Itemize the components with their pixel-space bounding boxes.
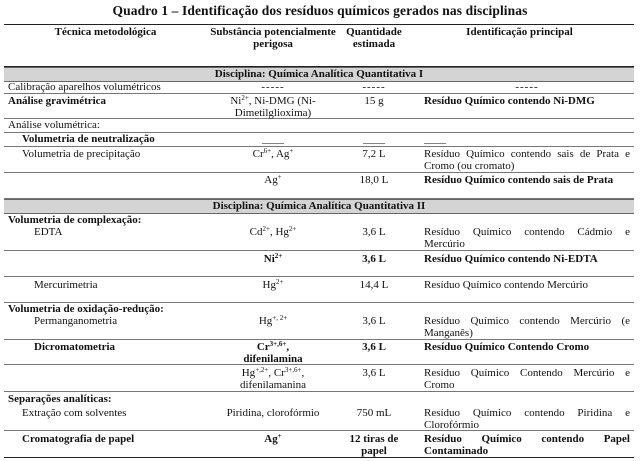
table-row: [4, 133, 634, 147]
quantity-cell: 3,6 L: [362, 341, 386, 353]
table-row: [4, 340, 634, 365]
substance-cell: $Hg^{+,2+}$, $Cr^{3+,6+}$, difenilamanina: [240, 366, 306, 391]
technique-cell: Extração com solventes: [22, 407, 127, 419]
substance-cell: -----: [261, 81, 285, 93]
table-row: [4, 303, 634, 315]
table-row: [4, 392, 634, 405]
quantity-cell: 15 g: [364, 95, 384, 107]
substance-cell: $Ni^{2+}$: [263, 252, 283, 265]
identification-cell: Resíduo Químico contendo sais de Prata e Cromo (ou cromato): [424, 148, 630, 172]
identification-cell: Resíduo Químico contendo Piridina e Clorofórmio: [424, 407, 630, 431]
table-row: [4, 94, 634, 119]
table-row: [4, 147, 634, 173]
quantity-cell: 3,6 L: [362, 367, 386, 379]
quantity-cell: ____: [363, 133, 385, 145]
technique-cell: Dicromatometria: [34, 341, 116, 353]
identification-cell: Resíduo Químico contendo Papel Contaminado: [424, 433, 630, 457]
table-header-row: [4, 25, 634, 67]
header-identification: Identificação principal: [466, 26, 573, 38]
quantity-cell: 3,6 L: [362, 315, 386, 327]
quantity-cell: 14,4 L: [359, 279, 389, 291]
section-title: Disciplina: Química Analítica Quantitativa I: [214, 68, 424, 80]
header-substance: Substância potencialmente perigosa: [210, 26, 336, 50]
substance-cell: Piridina, clorofórmio: [226, 407, 320, 419]
substance-cell: $Cr^{3+,6+}$, difenilamina: [243, 340, 303, 365]
identification-cell: Resíduo Químico Contendo Mercúrio e Cromo: [424, 367, 630, 391]
quantity-cell: 18,0 L: [359, 174, 389, 186]
identification-cell: Resíduo Químico contendo Cádmio e Mercúrio: [424, 226, 630, 250]
technique-cell: Volumetria de precipitação: [22, 148, 141, 160]
identification-cell: Resíduo Químico contendo Ni-EDTA: [424, 253, 598, 265]
header-technique: Técnica metodológica: [54, 26, 157, 38]
header-quantity: Quantidade estimada: [346, 26, 402, 50]
substance-cell: $Hg^{+, 2+}$: [258, 314, 288, 327]
section-header: [4, 67, 634, 82]
technique-cell: Cromatografia de papel: [22, 433, 135, 445]
residues-table: [4, 24, 634, 458]
technique-cell: Volumetria de neutralização: [22, 133, 155, 145]
technique-cell: Calibração aparelhos volumétricos: [8, 81, 161, 93]
technique-cell: EDTA: [34, 226, 63, 238]
table-row: [4, 405, 634, 431]
technique-cell: Mercurimetria: [34, 279, 98, 291]
table-row: [4, 119, 634, 133]
technique-group-label: Análise volumétrica:: [8, 119, 100, 131]
technique-group-label: Separações analíticas:: [8, 393, 112, 405]
identification-cell: Resíduo Químico contendo Mercúrio (e Manganês): [424, 315, 630, 339]
substance-cell: $Cd^{2+}$, $Hg^{2+}$: [249, 225, 297, 238]
identification-cell: Resíduo Químico contendo Mercúrio: [424, 279, 589, 291]
table-row: [4, 226, 634, 251]
technique-cell: Análise gravimétrica: [8, 95, 107, 107]
technique-group-label: Volumetria de complexação:: [8, 214, 142, 226]
table-row: [4, 365, 634, 392]
table-row: [4, 431, 634, 458]
substance-cell: Ag+: [264, 173, 282, 186]
technique-group-label: Volumetria de oxidação-redução:: [8, 303, 164, 315]
quantity-cell: 12 tiras de papel: [349, 433, 399, 457]
quantity-cell: 3,6 L: [362, 226, 386, 238]
substance-cell: $Ni^{2+}$, Ni-DMG (Ni-Dimetilglioxima): [230, 94, 316, 119]
identification-cell: Resíduo Químico Contendo Cromo: [424, 341, 590, 353]
substance-cell: $Hg^{2+}$: [262, 278, 284, 291]
table-row: [4, 214, 634, 226]
table-caption: Quadro 1 – Identificação dos resíduos químicos gerados nas disciplinas: [112, 3, 528, 18]
quantity-cell: 7,2 L: [362, 148, 386, 160]
identification-cell: -----: [515, 81, 539, 93]
technique-cell: Permanganometria: [34, 315, 118, 327]
section-header: [4, 199, 634, 214]
substance-cell: $Cr^{6+}$, Ag+: [252, 147, 294, 160]
quantity-cell: 3,6 L: [362, 253, 386, 265]
substance-cell: Ag+: [264, 432, 282, 445]
substance-cell: ____: [262, 133, 284, 145]
quantity-cell: -----: [362, 81, 386, 93]
table-row: [4, 315, 634, 340]
section-title: Disciplina: Química Analítica Quantitativa II: [212, 200, 426, 212]
identification-cell: Resíduo Químico contendo Ni-DMG: [424, 95, 595, 107]
identification-cell: Resíduo Químico contendo sais de Prata: [424, 174, 614, 186]
table-row: [4, 173, 634, 199]
table-row: [4, 82, 634, 94]
table-row: [4, 277, 634, 303]
table-row: [4, 251, 634, 277]
identification-cell: ____: [424, 133, 446, 145]
quantity-cell: 750 mL: [356, 407, 392, 419]
